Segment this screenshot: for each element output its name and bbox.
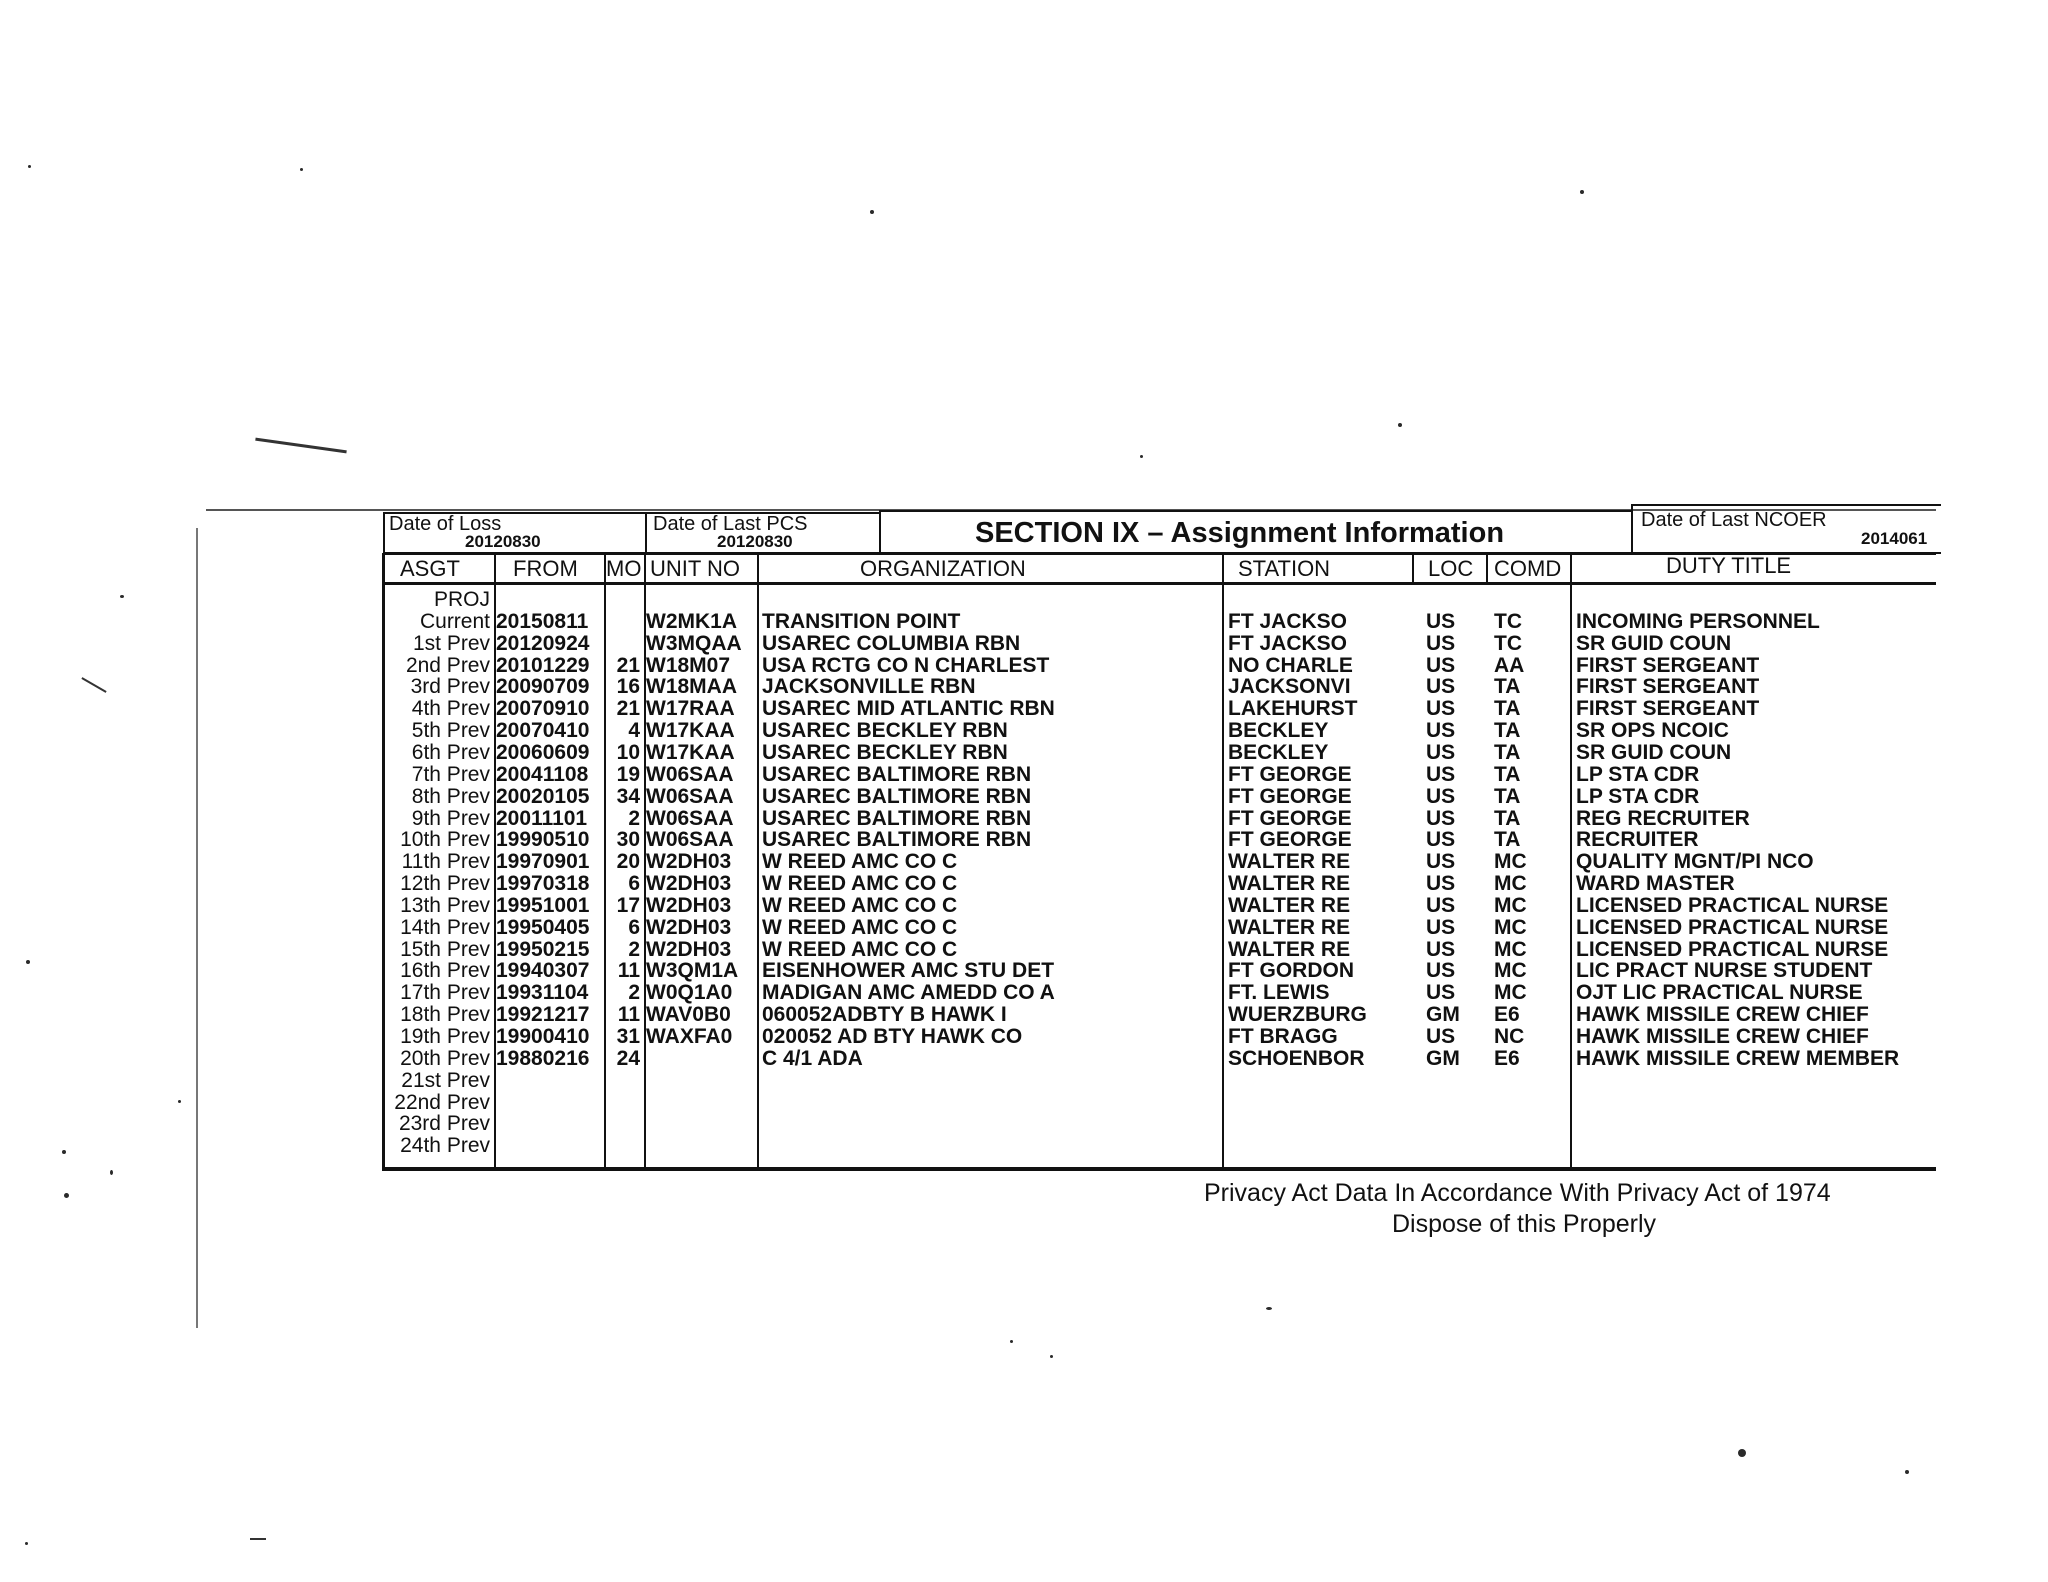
cell-from-date — [496, 1070, 606, 1092]
cell-organization: USAREC COLUMBIA RBN — [762, 632, 1021, 655]
cell-months: 11 — [617, 1004, 640, 1027]
cell-duty-title: SR GUID COUN — [1576, 741, 1732, 764]
section-title: SECTION IX – Assignment Information — [975, 517, 1505, 549]
cell-months: 31 — [616, 1026, 640, 1048]
table-row — [0, 1092, 2048, 1114]
cell-command: TA — [1494, 676, 1521, 699]
cell-location: US — [1426, 676, 1456, 699]
cell-duty-title: OJT LIC PRACTICAL NURSE — [1576, 982, 1863, 1005]
cell-months — [604, 633, 640, 655]
table-row — [0, 720, 2048, 742]
date-of-loss-box — [383, 512, 647, 554]
cell-assignment-label: PROJ — [433, 589, 490, 611]
cell-organization: USAREC BALTIMORE RBN — [762, 807, 1032, 830]
cell-command: TA — [1494, 807, 1521, 830]
cell-from-date: 20120924 — [496, 632, 590, 655]
cell-organization: TRANSITION POINT — [762, 610, 961, 633]
cell-command: TA — [1494, 763, 1521, 786]
cell-from-date: 19921217 — [496, 1004, 590, 1027]
cell-duty-title: LICENSED PRACTICAL NURSE — [1576, 916, 1889, 939]
cell-assignment-label: 17th Prev — [400, 982, 490, 1005]
cell-station: SCHOENBOR — [1228, 1047, 1365, 1070]
cell-assignment-label: 18th Prev — [400, 1004, 490, 1027]
cell-organization: W REED AMC CO C — [762, 894, 958, 917]
cell-duty-title: QUALITY MGNT/PI NCO — [1576, 851, 1814, 874]
cell-assignment-label: 21st Prev — [401, 1069, 490, 1092]
cell-duty-title: SR OPS NCOIC — [1576, 720, 1729, 743]
cell-assignment-label: 2nd Prev — [405, 654, 490, 677]
cell-duty-title — [1576, 1113, 1936, 1135]
cell-months: 21 — [616, 698, 640, 721]
cell-command — [1494, 1070, 1554, 1092]
cell-station: WUERZBURG — [1228, 1004, 1367, 1027]
cell-duty-title: HAWK MISSILE CREW CHIEF — [1576, 1004, 1869, 1027]
cell-unit-number: W2DH03 — [646, 938, 732, 961]
cell-months — [604, 1113, 640, 1135]
cell-command: MC — [1494, 894, 1527, 917]
table-bottom-rule — [383, 1167, 1936, 1171]
dispose-notice: Dispose of this Properly — [1392, 1210, 1657, 1238]
date-of-last-pcs-value: 20120830 — [717, 532, 793, 551]
date-of-loss-value: 20120830 — [465, 532, 541, 551]
cell-unit-number: W06SAA — [646, 763, 734, 786]
table-row — [0, 982, 2048, 1004]
cell-unit-number: W3QM1A — [646, 960, 739, 983]
cell-from-date: 19970901 — [496, 851, 590, 874]
cell-unit-number: W18MAA — [646, 676, 738, 699]
cell-station: JACKSONVI — [1228, 676, 1351, 699]
cell-unit-number: W06SAA — [646, 807, 734, 830]
cell-command: TA — [1494, 785, 1521, 808]
cell-command: TA — [1494, 720, 1521, 743]
cell-duty-title: FIRST SERGEANT — [1576, 698, 1760, 721]
cell-station: WALTER RE — [1228, 916, 1351, 939]
table-row — [0, 1113, 2048, 1135]
cell-from-date — [496, 1135, 606, 1157]
cell-location: US — [1426, 960, 1456, 983]
table-row — [0, 1070, 2048, 1092]
cell-location: US — [1426, 610, 1456, 633]
cell-unit-number: W2DH03 — [646, 894, 732, 917]
table-row — [0, 764, 2048, 786]
cell-unit-number — [646, 1092, 756, 1114]
table-row — [0, 611, 2048, 633]
table-row — [0, 1004, 2048, 1026]
cell-duty-title — [1576, 1092, 1936, 1114]
cell-station: FT JACKSO — [1228, 632, 1348, 655]
cell-location: US — [1426, 982, 1456, 1005]
cell-from-date — [496, 1113, 606, 1135]
table-row — [0, 1048, 2048, 1070]
table-row — [0, 633, 2048, 655]
cell-command: AA — [1494, 654, 1525, 677]
cell-station: FT. LEWIS — [1228, 982, 1330, 1005]
cell-duty-title: LP STA CDR — [1576, 763, 1700, 786]
cell-months — [604, 1092, 640, 1114]
cell-location: US — [1426, 916, 1456, 939]
cell-organization: USAREC BECKLEY RBN — [762, 741, 1008, 764]
cell-months: 34 — [616, 785, 640, 808]
cell-unit-number — [646, 1135, 756, 1157]
cell-location: US — [1426, 763, 1456, 786]
table-row — [0, 895, 2048, 917]
cell-assignment-label: 22nd Prev — [394, 1091, 490, 1114]
cell-organization: USAREC BALTIMORE RBN — [762, 763, 1032, 786]
table-row — [0, 589, 2048, 611]
date-of-last-ncoer-value: 2014061 — [1861, 529, 1928, 548]
col-header-organization: ORGANIZATION — [860, 556, 1026, 581]
cell-unit-number: W2DH03 — [646, 851, 732, 874]
cell-duty-title: LIC PRACT NURSE STUDENT — [1576, 960, 1873, 983]
cell-station: FT BRAGG — [1228, 1026, 1338, 1048]
cell-station — [1228, 1092, 1408, 1114]
cell-unit-number: W2MK1A — [646, 610, 738, 633]
cell-months: 10 — [616, 741, 640, 764]
cell-command: E6 — [1494, 1004, 1520, 1027]
cell-station: FT GORDON — [1228, 960, 1354, 983]
cell-from-date: 20041108 — [496, 763, 589, 786]
table-row — [0, 808, 2048, 830]
cell-location — [1426, 1135, 1486, 1157]
section-title-box — [879, 510, 1633, 554]
table-row — [0, 655, 2048, 677]
cell-station: WALTER RE — [1228, 873, 1351, 896]
cell-unit-number: W2DH03 — [646, 873, 732, 896]
cell-organization — [762, 1070, 1218, 1092]
cell-assignment-label: 15th Prev — [400, 938, 490, 961]
cell-assignment-label: 7th Prev — [411, 763, 490, 786]
cell-unit-number: W17KAA — [646, 720, 735, 743]
cell-months: 6 — [628, 873, 640, 896]
cell-months — [604, 589, 640, 611]
cell-station: WALTER RE — [1228, 894, 1351, 917]
cell-station — [1228, 589, 1408, 611]
cell-station: FT GEORGE — [1228, 763, 1352, 786]
cell-command: MC — [1494, 960, 1527, 983]
cell-months — [604, 611, 640, 633]
table-row — [0, 829, 2048, 851]
cell-assignment-label: 23rd Prev — [398, 1113, 490, 1136]
cell-command: NC — [1494, 1026, 1525, 1048]
table-row — [0, 786, 2048, 808]
cell-assignment-label: 10th Prev — [400, 829, 490, 852]
cell-months: 2 — [628, 938, 640, 961]
cell-from-date: 20070410 — [496, 720, 590, 743]
cell-station: WALTER RE — [1228, 938, 1351, 961]
cell-organization: W REED AMC CO C — [762, 851, 958, 874]
cell-command: TC — [1494, 610, 1522, 633]
cell-command: TA — [1494, 829, 1521, 852]
cell-location: US — [1426, 720, 1456, 743]
cell-from-date: 20060609 — [496, 741, 590, 764]
cell-assignment-label: 4th Prev — [411, 698, 490, 721]
cell-location: US — [1426, 1026, 1456, 1048]
date-of-last-ncoer-label: Date of Last NCOER — [1641, 509, 1827, 531]
cell-duty-title: FIRST SERGEANT — [1576, 654, 1760, 677]
table-row — [0, 742, 2048, 764]
cell-from-date: 19950405 — [496, 916, 590, 939]
cell-command: TA — [1494, 698, 1521, 721]
cell-organization: USAREC BALTIMORE RBN — [762, 785, 1032, 808]
table-row — [0, 698, 2048, 720]
cell-assignment-label: 16th Prev — [400, 960, 490, 983]
cell-command: MC — [1494, 851, 1527, 874]
col-header-from: FROM — [513, 556, 578, 581]
cell-assignment-label: 20th Prev — [400, 1047, 490, 1070]
cell-unit-number — [646, 589, 756, 611]
cell-assignment-label: 11th Prev — [401, 851, 490, 874]
cell-from-date: 20150811 — [496, 610, 589, 633]
col-header-unit-no: UNIT NO — [650, 556, 741, 581]
cell-command: TA — [1494, 741, 1521, 764]
cell-organization: W REED AMC CO C — [762, 916, 958, 939]
cell-location — [1426, 1092, 1486, 1114]
header-bottom-rule — [383, 582, 1936, 585]
cell-station — [1228, 1070, 1408, 1092]
privacy-act-notice: Privacy Act Data In Accordance With Privacy Act of 1974 — [1204, 1179, 1831, 1207]
cell-station — [1228, 1135, 1408, 1157]
cell-from-date: 19940307 — [496, 960, 590, 983]
cell-organization: USA RCTG CO N CHARLEST — [762, 654, 1050, 677]
cell-assignment-label: 13th Prev — [400, 894, 490, 917]
cell-assignment-label: 9th Prev — [411, 807, 490, 830]
cell-organization: USAREC BALTIMORE RBN — [762, 829, 1032, 852]
cell-months: 2 — [628, 807, 640, 830]
cell-assignment-label: 1st Prev — [412, 632, 490, 655]
cell-months: 16 — [616, 676, 640, 699]
cell-duty-title: WARD MASTER — [1576, 873, 1735, 896]
cell-organization: USAREC BECKLEY RBN — [762, 720, 1008, 743]
cell-station: FT GEORGE — [1228, 829, 1352, 852]
cell-location: US — [1426, 938, 1456, 961]
col-header-comd: COMD — [1494, 556, 1562, 581]
cell-location: US — [1426, 851, 1456, 874]
cell-from-date: 19950215 — [496, 938, 590, 961]
cell-assignment-label: 24th Prev — [400, 1135, 490, 1158]
cell-location: US — [1426, 894, 1456, 917]
cell-duty-title: SR GUID COUN — [1576, 632, 1732, 655]
cell-location: US — [1426, 654, 1456, 677]
cell-duty-title: LICENSED PRACTICAL NURSE — [1576, 894, 1889, 917]
cell-duty-title: LP STA CDR — [1576, 785, 1700, 808]
cell-assignment-label: 8th Prev — [411, 785, 490, 808]
cell-command — [1494, 1092, 1554, 1114]
cell-unit-number: W06SAA — [646, 829, 734, 852]
cell-duty-title: RECRUITER — [1576, 829, 1699, 852]
cell-station: FT JACKSO — [1228, 610, 1348, 633]
cell-location: GM — [1426, 1004, 1460, 1027]
date-of-last-ncoer-box — [1631, 504, 1941, 554]
cell-organization: MADIGAN AMC AMEDD CO A — [762, 982, 1055, 1005]
cell-command: MC — [1494, 873, 1527, 896]
table-row — [0, 1135, 2048, 1157]
cell-from-date: 19970318 — [496, 873, 590, 896]
cell-location: GM — [1426, 1047, 1460, 1070]
cell-from-date: 19931104 — [496, 982, 589, 1005]
cell-duty-title: HAWK MISSILE CREW CHIEF — [1576, 1026, 1869, 1048]
cell-organization: USAREC MID ATLANTIC RBN — [762, 698, 1055, 721]
cell-organization — [762, 1135, 1218, 1157]
cell-command: E6 — [1494, 1047, 1520, 1070]
cell-from-date — [496, 1092, 606, 1114]
cell-organization: W REED AMC CO C — [762, 938, 958, 961]
cell-unit-number: W0Q1A0 — [646, 982, 733, 1005]
cell-from-date: 19900410 — [496, 1026, 590, 1048]
cell-location: US — [1426, 632, 1456, 655]
cell-organization: W REED AMC CO C — [762, 873, 958, 896]
cell-from-date: 20020105 — [496, 785, 590, 808]
cell-unit-number: W18M07 — [646, 654, 731, 677]
cell-months: 11 — [617, 960, 640, 983]
cell-organization: 060052ADBTY B HAWK I — [762, 1004, 1007, 1027]
table-row — [0, 1026, 2048, 1048]
cell-unit-number — [646, 1070, 756, 1092]
cell-assignment-label: 12th Prev — [400, 873, 490, 896]
date-of-last-pcs-label: Date of Last PCS — [653, 513, 808, 535]
cell-station: FT GEORGE — [1228, 785, 1352, 808]
cell-months: 30 — [616, 829, 640, 852]
cell-unit-number: W3MQAA — [646, 632, 742, 655]
table-row — [0, 917, 2048, 939]
cell-from-date: 20090709 — [496, 676, 590, 699]
cell-assignment-label: Current — [419, 610, 490, 633]
cell-command: TC — [1494, 632, 1522, 655]
cell-from-date: 20101229 — [496, 654, 590, 677]
cell-duty-title — [1576, 589, 1936, 611]
cell-organization — [762, 589, 1218, 611]
cell-command: MC — [1494, 982, 1527, 1005]
cell-location — [1426, 1113, 1486, 1135]
cell-organization — [762, 1113, 1218, 1135]
col-header-station: STATION — [1238, 556, 1331, 581]
cell-months: 4 — [628, 720, 640, 743]
cell-months: 17 — [616, 894, 640, 917]
col-header-duty-title: DUTY TITLE — [1666, 553, 1792, 578]
table-row — [0, 960, 2048, 982]
cell-organization: C 4/1 ADA — [762, 1047, 863, 1070]
cell-organization: 020052 AD BTY HAWK CO — [762, 1026, 1023, 1048]
cell-command — [1494, 1113, 1554, 1135]
cell-unit-number: WAXFA0 — [646, 1026, 733, 1048]
cell-station: NO CHARLE — [1228, 654, 1353, 677]
cell-months — [604, 1070, 640, 1092]
cell-station: BECKLEY — [1228, 720, 1329, 743]
divider-loc-comd — [1486, 553, 1488, 585]
table-row — [0, 939, 2048, 961]
cell-command: MC — [1494, 916, 1527, 939]
table-row — [0, 676, 2048, 698]
cell-assignment-label: 5th Prev — [411, 720, 490, 743]
cell-unit-number: W06SAA — [646, 785, 734, 808]
table-row — [0, 873, 2048, 895]
cell-duty-title: INCOMING PERSONNEL — [1576, 610, 1820, 633]
cell-station — [1228, 1113, 1408, 1135]
date-of-last-pcs-box — [645, 512, 881, 554]
cell-duty-title: REG RECRUITER — [1576, 807, 1750, 830]
cell-organization: EISENHOWER AMC STU DET — [762, 960, 1055, 983]
cell-months: 2 — [628, 982, 640, 1005]
cell-from-date: 19951001 — [496, 894, 590, 917]
cell-station: WALTER RE — [1228, 851, 1351, 874]
col-header-asgt: ASGT — [400, 556, 460, 581]
cell-location: US — [1426, 698, 1456, 721]
cell-months: 24 — [616, 1047, 640, 1070]
cell-station: FT GEORGE — [1228, 807, 1352, 830]
cell-command: MC — [1494, 938, 1527, 961]
cell-station: BECKLEY — [1228, 741, 1329, 764]
cell-months — [604, 1135, 640, 1157]
cell-unit-number: W2DH03 — [646, 916, 732, 939]
cell-from-date: 20070910 — [496, 698, 590, 721]
cell-months: 6 — [628, 916, 640, 939]
cell-location: US — [1426, 873, 1456, 896]
divider-station-loc — [1412, 553, 1414, 585]
cell-organization: JACKSONVILLE RBN — [762, 676, 976, 699]
cell-duty-title: HAWK MISSILE CREW MEMBER — [1576, 1047, 1900, 1070]
cell-unit-number: WAV0B0 — [646, 1004, 731, 1027]
cell-months: 19 — [616, 763, 640, 786]
cell-unit-number — [646, 1048, 756, 1070]
cell-command — [1494, 589, 1554, 611]
cell-command — [1494, 1135, 1554, 1157]
cell-station: LAKEHURST — [1228, 698, 1358, 721]
table-row — [0, 851, 2048, 873]
cell-assignment-label: 3rd Prev — [410, 676, 490, 699]
cell-organization — [762, 1092, 1218, 1114]
cell-months: 20 — [616, 851, 640, 874]
cell-unit-number — [646, 1113, 756, 1135]
cell-location — [1426, 1070, 1486, 1092]
cell-from-date: 19990510 — [496, 829, 590, 852]
cell-months: 21 — [616, 654, 640, 677]
cell-from-date: 19880216 — [496, 1047, 590, 1070]
cell-location: US — [1426, 807, 1456, 830]
date-of-loss-label: Date of Loss — [389, 513, 502, 535]
cell-from-date — [496, 589, 606, 611]
cell-duty-title: FIRST SERGEANT — [1576, 676, 1760, 699]
cell-duty-title — [1576, 1070, 1936, 1092]
cell-unit-number: W17KAA — [646, 741, 735, 764]
cell-unit-number: W17RAA — [646, 698, 735, 721]
cell-location — [1426, 589, 1486, 611]
cell-location: US — [1426, 741, 1456, 764]
cell-assignment-label: 19th Prev — [400, 1026, 490, 1048]
cell-location: US — [1426, 829, 1456, 852]
cell-duty-title — [1576, 1135, 1936, 1157]
cell-duty-title: LICENSED PRACTICAL NURSE — [1576, 938, 1889, 961]
cell-location: US — [1426, 785, 1456, 808]
cell-from-date: 20011101 — [496, 807, 588, 830]
cell-assignment-label: 6th Prev — [411, 741, 490, 764]
cell-assignment-label: 14th Prev — [400, 916, 490, 939]
col-header-mo: MO — [606, 556, 642, 581]
col-header-loc: LOC — [1428, 556, 1474, 581]
